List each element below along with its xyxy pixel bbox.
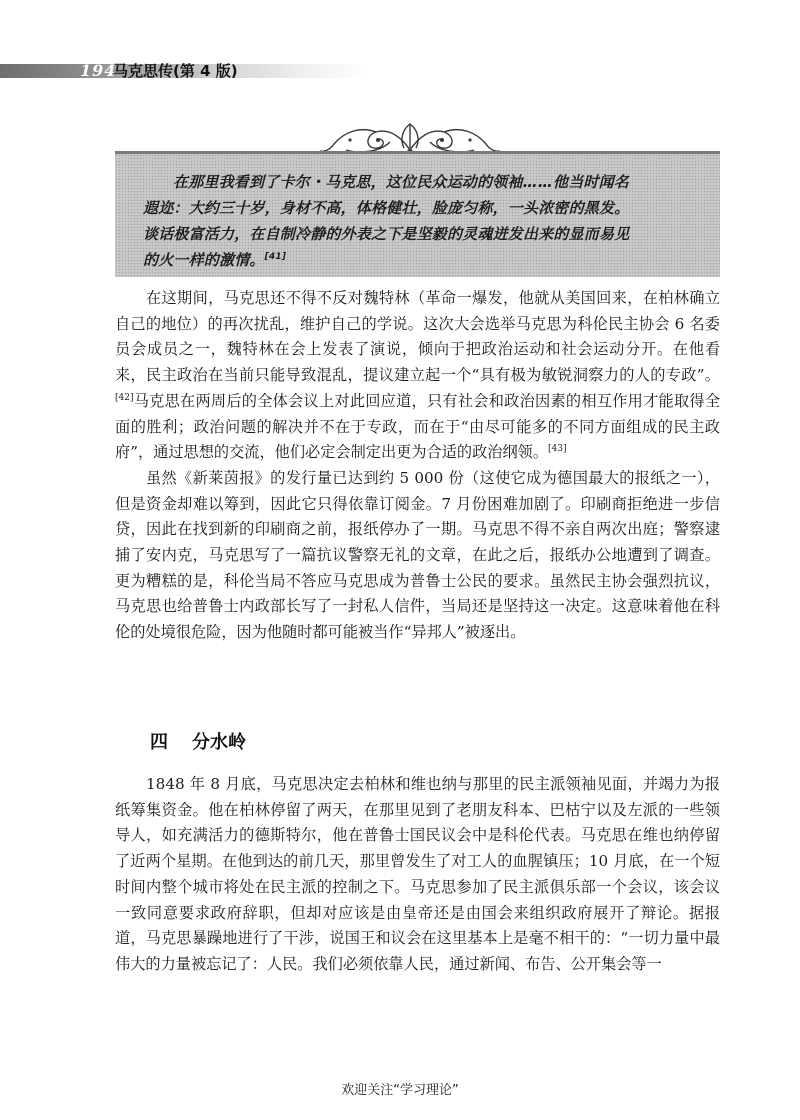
book-title: 马克思传(第 4 版) — [113, 62, 238, 80]
section-title: 分水岭 — [192, 732, 246, 753]
body-block-1 — [115, 286, 720, 646]
paragraph-text: 马克思在两周后的全体会议上对此回应道，只有社会和政治因素的相互作用才能取得全面的胜利；政治问题的解决并不在于专政，而在于“由尽可能多的不同方面组成的民主政府”，通过思想的交流，他们必定会制定出更为合适的政治纲领。 — [115, 391, 720, 462]
paragraph: 1848 年 8 月底，马克思决定去柏林和维也纳与那里的民主派领袖见面，并竭力为报纸筹集资金。他在柏林停留了两天，在那里见到了老朋友科本、巴枯宁以及左派的一些领导人，如充满活力的德斯特尔，他在普鲁士国民议会中是科伦代表。马克思在维也纳停留了近两个星期。在他到达的前几天，那里曾发生了对工人的血腥镇压；10 月底，在一个短时间内整个城市将处在民主派的控制之下。马克思参加了民主派俱乐部一个会议，该会议一致同意要求政府辞职，但却对应该是由皇帝还是由国会来组织政府展开了辩论。据报道，马克思暴躁地进行了干涉，说国王和议会在这里基本上是毫不相干的：“一切力量中最伟大的力量被忘记了：人民。我们必须依靠人民，通过新闻、布告、公开集会等一 — [115, 775, 720, 973]
footnote-ref: [42] — [115, 392, 134, 403]
page-footer: 欢迎关注“学习理论” — [341, 1083, 459, 1098]
page-number: 194 — [80, 61, 117, 80]
quote-text — [143, 169, 711, 273]
footnote-ref: [41] — [264, 252, 287, 262]
paragraph: 虽然《新莱茵报》的发行量已达到约 5 000 份（这使它成为德国最大的报纸之一），但是资金却难以筹到，因此它只得依靠订阅金。7 月份困难加剧了。印刷商拒绝进一步信贷，因此在找到新的印刷商之前，报纸停办了一期。马克思不得不亲自两次出庭；警察逮捕了安内克，马克思写了一篇抗议警察无礼的文章，在此之后，报纸办公地遭到了调查。更为糟糕的是，科伦当局不答应马克思成为普鲁士公民的要求。虽然民主协会强烈抗议，马克思也给普鲁士内政部长写了一封私人信件，当局还是坚持这一决定。这意味着他在科伦的处境很危险，因为他随时都可能被当作“异邦人”被逐出。 — [115, 468, 720, 642]
quote-line: 的火一样的激情。 — [143, 251, 265, 269]
section-heading — [150, 728, 270, 758]
body-block-2 — [115, 772, 720, 978]
quote-line: 在那里我看到了卡尔・马克思，这位民众运动的领袖……他当时闻名 — [173, 173, 630, 191]
quote-line: 谈话极富活力，在自制冷静的外表之下是坚毅的灵魂迸发出来的显而易见 — [143, 225, 630, 243]
running-header — [0, 58, 800, 88]
section-number: 四 — [150, 732, 168, 753]
quote-line: 遐迩：大约三十岁，身材不高，体格健壮，脸庞匀称，一头浓密的黑发。 — [143, 199, 630, 217]
paragraph-text: 在这期间，马克思还不得不反对魏特林（革命一爆发，他就从美国回来，在柏林确立自己的地位）的再次扰乱，维护自己的学说。这次大会选举马克思为科伦民主协会 6 名委员会成员之一，魏特林在会上发表了演说，倾向于把政治运动和社会运动分开。在他看来，民主政治在当前只能导致混乱，提议建立起一个“具有极为敏锐洞察力的人的专政”。 — [115, 289, 720, 385]
paragraph — [115, 286, 720, 466]
quote-block — [115, 151, 720, 277]
footnote-ref: [43] — [548, 444, 567, 455]
